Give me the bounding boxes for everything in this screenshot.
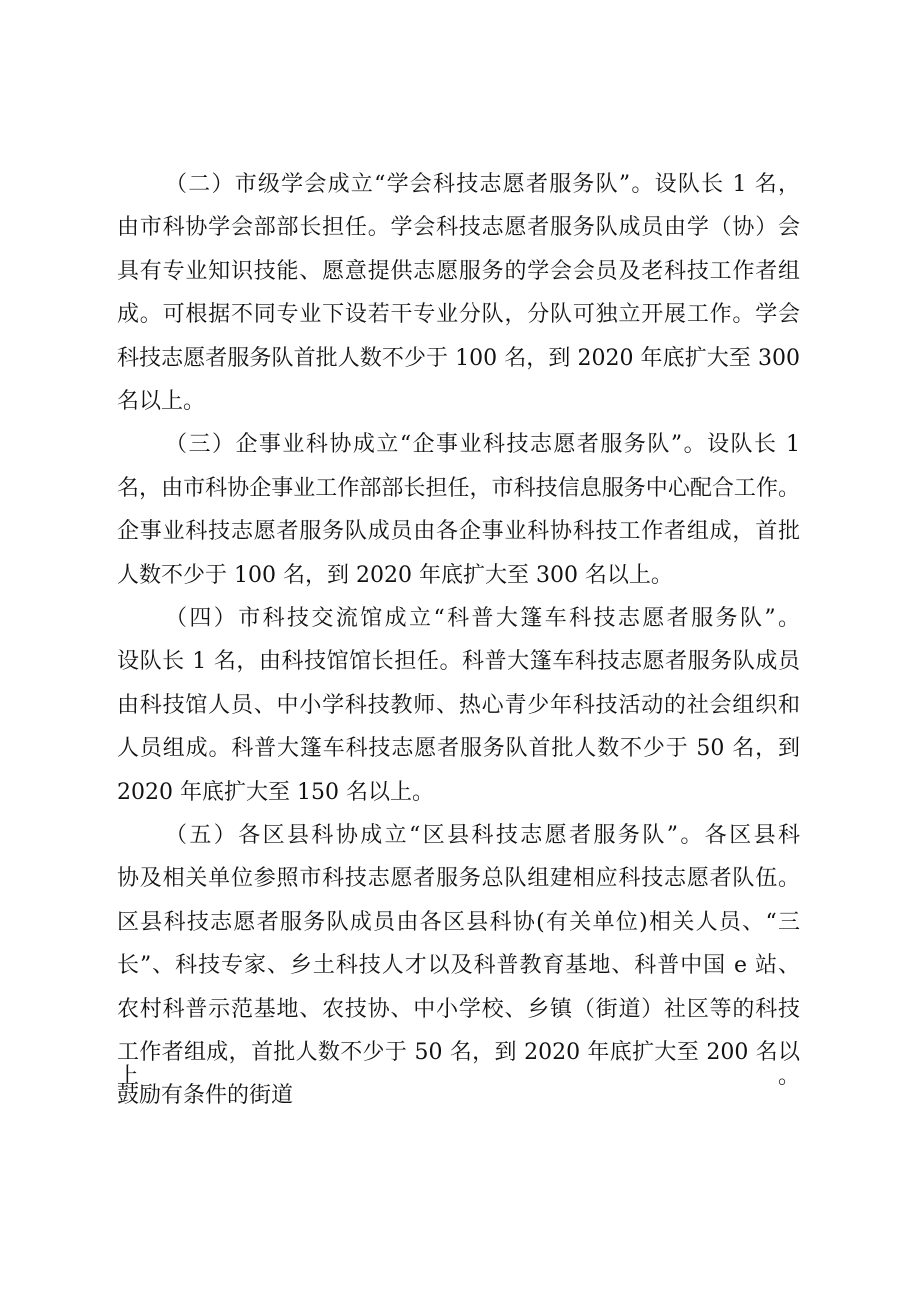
paragraph-4-line: 工作者组成，首批人数不少于 50 名，到 2020 年底扩大至 200 名以上。	[117, 1040, 800, 1089]
paragraph-1-line: 具有专业知识技能、愿意提供志愿服务的学会会员及老科技工作者组	[117, 258, 800, 284]
paragraph-3-line: （四）市科技交流馆成立“科普大篷车科技志愿者服务队”。	[165, 606, 800, 631]
paragraph-3-line: 设队长 1 名，由科技馆馆长担任。科普大篷车科技志愿者服务队成员	[117, 649, 800, 675]
paragraph-3-line: 2020 年底扩大至 150 名以上。	[117, 779, 434, 805]
paragraph-4-line: （五）各区县科协成立“区县科技志愿者服务队”。各区县科	[165, 823, 800, 848]
paragraph-3-line: 由科技馆人员、中小学科技教师、热心青少年科技活动的社会组织和	[117, 692, 800, 718]
paragraph-1-line: 成。可根据不同专业下设若干专业分队，分队可独立开展工作。学会	[117, 302, 800, 328]
paragraph-2-line: （三）企事业科协成立“企事业科技志愿者服务队”。设队长 1	[165, 432, 800, 458]
paragraph-3-line: 人员组成。科普大篷车科技志愿者服务队首批人数不少于 50 名，到	[117, 736, 800, 762]
paragraph-4-line: 鼓励有条件的街道	[117, 1083, 294, 1109]
paragraph-4-line: 协及相关单位参照市科技志愿者服务总队组建相应科技志愿者队伍。	[117, 866, 800, 892]
paragraph-2-line: 企事业科技志愿者服务队成员由各企事业科协科技工作者组成，首批	[117, 519, 800, 545]
paragraph-1-line: （二）市级学会成立“学会科技志愿者服务队”。设队长 1 名，	[165, 172, 800, 197]
paragraph-2-line: 人数不少于 100 名，到 2020 年底扩大至 300 名以上。	[117, 562, 673, 588]
paragraph-1-line: 由市科协学会部部长担任。学会科技志愿者服务队成员由学（协）会	[117, 215, 800, 241]
paragraph-1-line: 科技志愿者服务队首批人数不少于 100 名，到 2020 年底扩大至 300	[117, 345, 800, 371]
paragraph-4-line: 长”、科技专家、乡土科技人才以及科普教育基地、科普中国 e 站、	[117, 953, 800, 979]
paragraph-4-line: 农村科普示范基地、农技协、中小学校、乡镇（街道）社区等的科技	[117, 996, 800, 1022]
paragraph-2-line: 名，由市科协企事业工作部部长担任，市科技信息服务中心配合工作。	[117, 475, 800, 501]
paragraph-4-line: 区县科技志愿者服务队成员由各区县科协(有关单位)相关人员、“三	[117, 909, 800, 935]
paragraph-1-line: 名以上。	[117, 389, 206, 414]
